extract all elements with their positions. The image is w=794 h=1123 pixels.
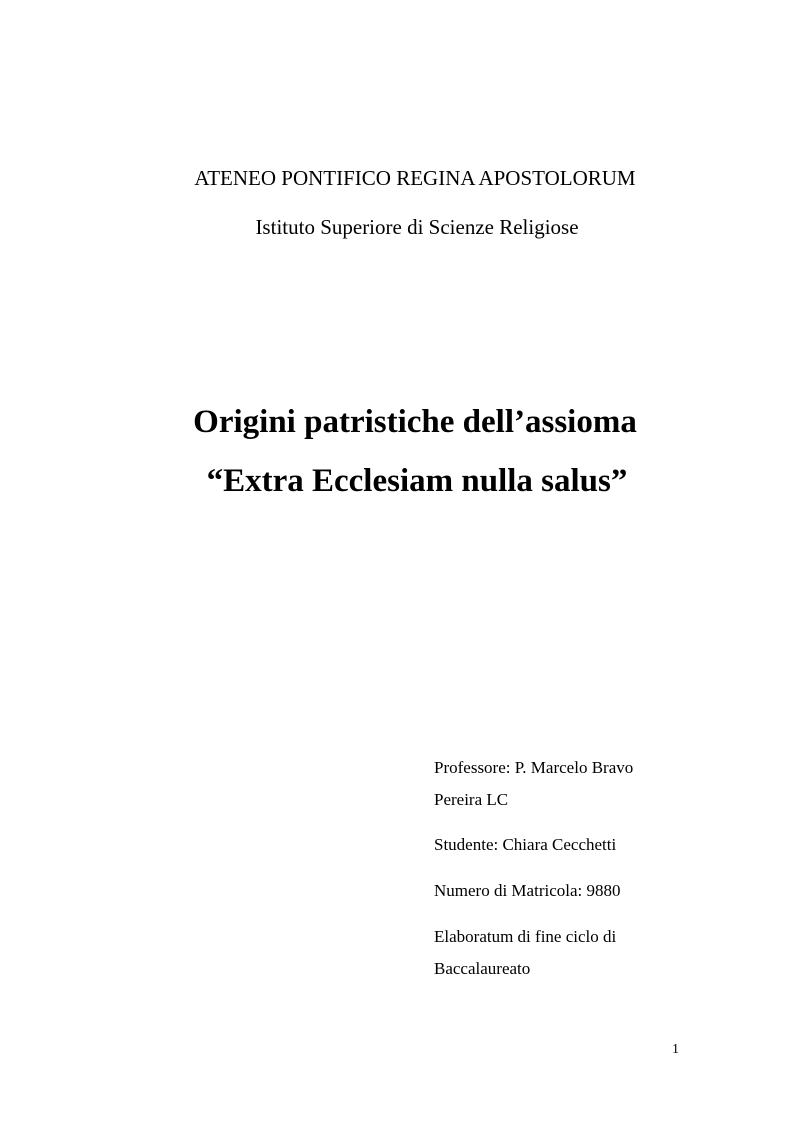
student-line: Studente: Chiara Cecchetti (434, 835, 617, 854)
matricola-line: Numero di Matricola: 9880 (434, 881, 621, 900)
page-number: 1 (672, 1042, 679, 1057)
professor-line-1: Professore: P. Marcelo Bravo (434, 758, 634, 777)
institution-name: ATENEO PONTIFICO REGINA APOSTOLORUM (194, 166, 636, 190)
thesis-title-line-1: Origini patristiche dell’assioma (193, 404, 637, 440)
professor-line-2: Pereira LC (434, 790, 509, 809)
elaboratum-line-1: Elaboratum di fine ciclo di (434, 927, 617, 946)
institute-name: Istituto Superiore di Scienze Religiose (255, 215, 579, 239)
thesis-title-line-2: “Extra Ecclesiam nulla salus” (206, 463, 628, 499)
elaboratum-line-2: Baccalaureato (434, 959, 531, 978)
